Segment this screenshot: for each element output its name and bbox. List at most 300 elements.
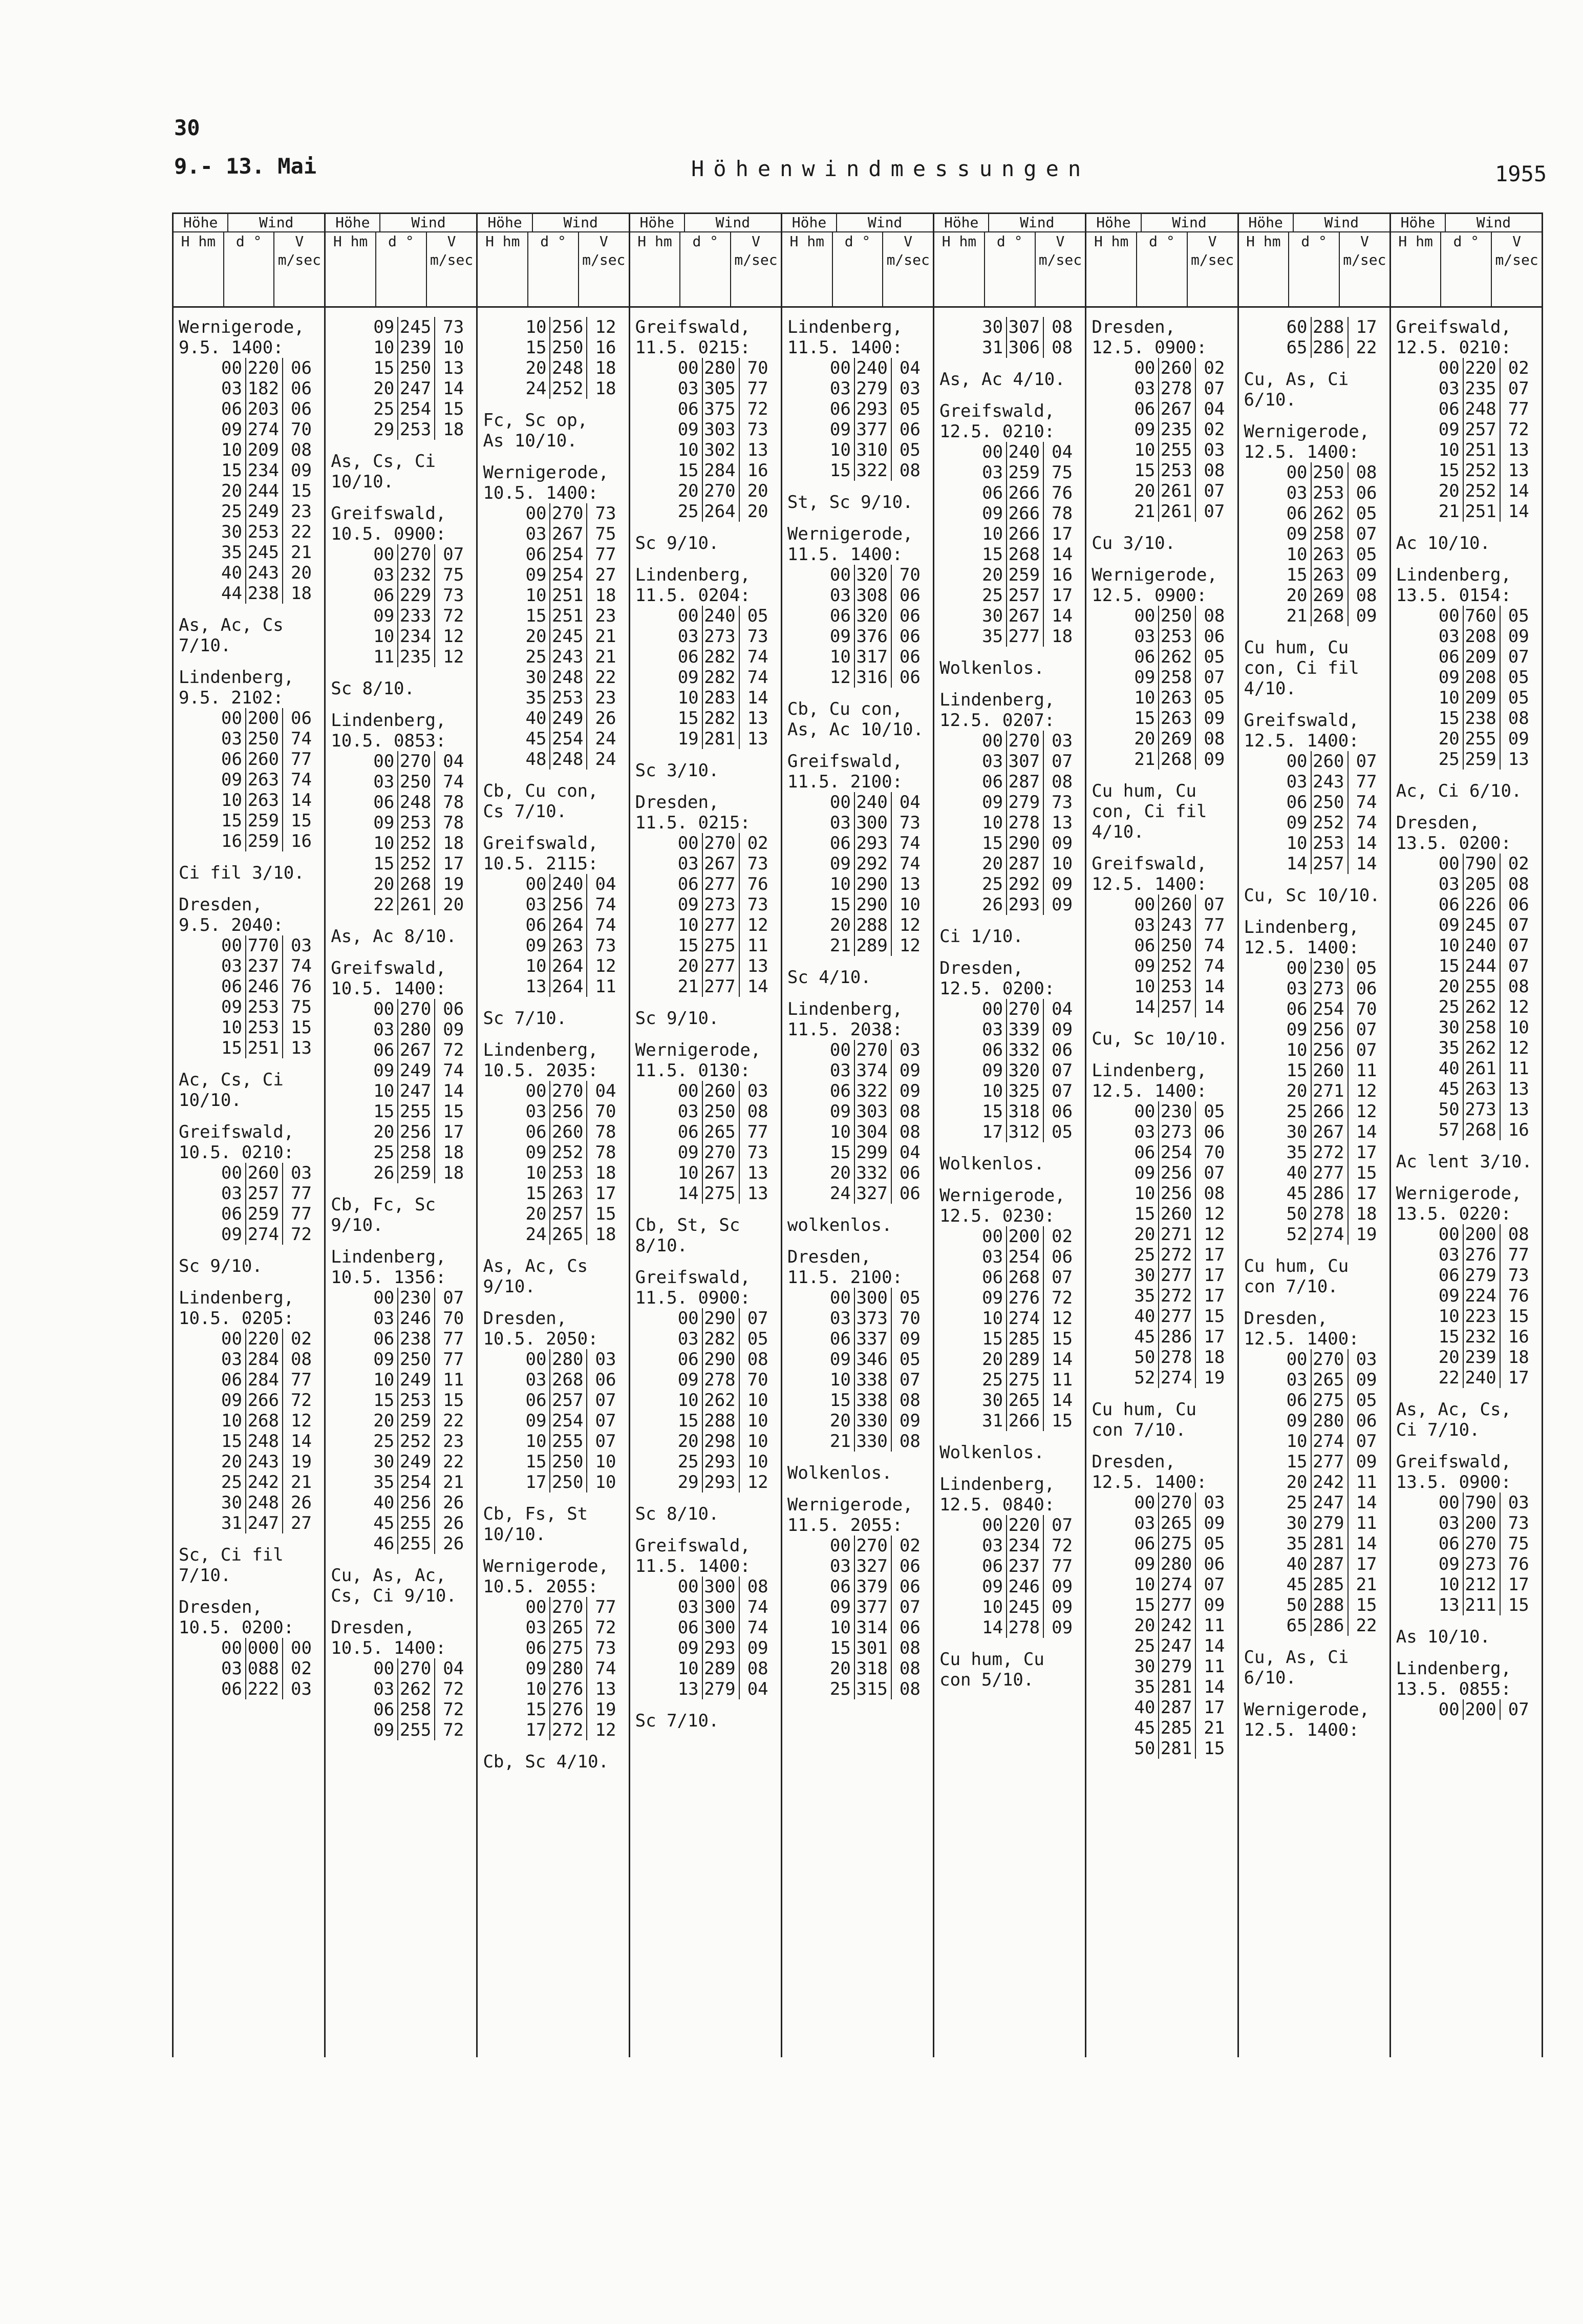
speed-cell: 08 xyxy=(1508,874,1529,894)
station-block xyxy=(483,1504,623,1545)
direction-cell: 261 xyxy=(1159,481,1196,501)
direction-cell: 263 xyxy=(1464,1079,1501,1099)
station-block xyxy=(331,1565,471,1606)
speed-cell: 72 xyxy=(443,1699,464,1720)
direction-cell: 280 xyxy=(550,1658,587,1679)
table-row xyxy=(367,606,471,626)
speed-cell: 15 xyxy=(1356,1595,1377,1615)
table-row xyxy=(1432,749,1536,770)
column-header xyxy=(326,214,476,308)
speed-cell: 73 xyxy=(595,935,616,956)
height-cell: 06 xyxy=(1127,1142,1159,1163)
direction-cell: 253 xyxy=(1312,483,1349,503)
direction-cell: 256 xyxy=(550,1101,587,1122)
speed-cell: 02 xyxy=(291,1658,312,1679)
speed-cell: 07 xyxy=(1204,501,1225,522)
table-row xyxy=(519,1658,623,1679)
table-row xyxy=(671,1390,776,1411)
table-row xyxy=(1280,1554,1384,1574)
height-cell: 26 xyxy=(975,894,1007,915)
speed-cell: 13 xyxy=(1508,460,1529,481)
table-row xyxy=(1127,1224,1232,1245)
direction-cell: 257 xyxy=(1312,854,1349,874)
height-cell: 03 xyxy=(367,772,398,792)
speed-cell: 75 xyxy=(443,565,464,585)
table-row xyxy=(671,1638,776,1658)
height-cell: 06 xyxy=(671,1122,703,1142)
table-row xyxy=(1127,1286,1232,1306)
speed-cell: 03 xyxy=(291,935,312,956)
speed-cell: 73 xyxy=(1508,1265,1529,1286)
direction-cell: 255 xyxy=(398,1720,435,1740)
speed-cell: 05 xyxy=(1356,544,1377,565)
station-block xyxy=(1244,1647,1384,1688)
direction-cell: 307 xyxy=(1007,751,1044,772)
speed-cell: 11 xyxy=(1052,1370,1073,1390)
height-cell: 15 xyxy=(367,1101,398,1122)
direction-cell: 277 xyxy=(703,976,740,997)
height-cell: 09 xyxy=(215,1390,246,1411)
speed-cell: 06 xyxy=(291,708,312,729)
direction-cell: 273 xyxy=(703,626,740,647)
table-row xyxy=(1280,958,1384,978)
table-row xyxy=(1127,606,1232,626)
height-cell: 09 xyxy=(367,813,398,833)
column-body xyxy=(1086,308,1237,1779)
height-cell: 10 xyxy=(1127,688,1159,708)
direction-cell: 266 xyxy=(1007,483,1044,503)
direction-cell: 280 xyxy=(1159,1554,1196,1574)
speed-cell: 20 xyxy=(291,563,312,583)
speed-cell: 09 xyxy=(1508,626,1529,647)
table-row xyxy=(1280,1142,1384,1163)
table-row xyxy=(823,833,928,854)
station-block xyxy=(635,1711,776,1731)
table-row xyxy=(823,1679,928,1699)
direction-cell: 332 xyxy=(1007,1040,1044,1060)
speed-cell: 18 xyxy=(291,583,312,604)
direction-cell: 257 xyxy=(550,1204,587,1224)
table-row xyxy=(671,874,776,894)
table-row xyxy=(367,1349,471,1370)
direction-cell: 308 xyxy=(855,585,892,606)
direction-cell: 249 xyxy=(246,501,283,522)
speed-cell: 17 xyxy=(443,1122,464,1142)
direction-cell: 211 xyxy=(1464,1595,1501,1615)
table-row xyxy=(1280,565,1384,585)
direction-cell: 226 xyxy=(1464,894,1501,915)
direction-cell: 262 xyxy=(398,1679,435,1699)
height-cell: 20 xyxy=(215,1452,246,1472)
speed-cell: 17 xyxy=(1356,1183,1377,1204)
table-row xyxy=(975,1370,1080,1390)
height-cell: 03 xyxy=(823,1060,855,1081)
speed-cell: 74 xyxy=(291,770,312,790)
station-label: Dresden, 11.5. 2100: xyxy=(787,1247,903,1288)
direction-cell: 285 xyxy=(1007,1329,1044,1349)
speed-cell: 13 xyxy=(443,358,464,378)
height-cell: 03 xyxy=(823,1308,855,1329)
height-cell: 35 xyxy=(975,626,1007,647)
table-row xyxy=(367,1699,471,1720)
height-cell: 25 xyxy=(671,1452,703,1472)
direction-cell: 286 xyxy=(1159,1327,1196,1347)
table-row xyxy=(1432,1099,1536,1120)
height-cell: 03 xyxy=(823,585,855,606)
header-h: H hm xyxy=(326,232,376,306)
table-column xyxy=(933,214,1085,2057)
speed-cell: 14 xyxy=(747,976,768,997)
speed-cell: 12 xyxy=(595,1720,616,1740)
speed-cell: 72 xyxy=(595,1617,616,1638)
height-cell: 03 xyxy=(215,956,246,976)
speed-cell: 78 xyxy=(443,813,464,833)
direction-cell: 251 xyxy=(550,585,587,606)
height-cell: 00 xyxy=(671,606,703,626)
height-cell: 06 xyxy=(1127,1533,1159,1554)
station-block xyxy=(787,1463,928,1483)
speed-cell: 73 xyxy=(443,585,464,606)
direction-cell: 268 xyxy=(1312,606,1349,626)
table-row xyxy=(1432,1265,1536,1286)
direction-cell: 240 xyxy=(703,606,740,626)
direction-cell: 790 xyxy=(1464,854,1501,874)
height-cell: 15 xyxy=(367,1390,398,1411)
station-label: As, Ac, Cs 7/10. xyxy=(179,615,284,656)
station-label: Greifswald, 10.5. 0210: xyxy=(179,1122,294,1163)
height-cell: 09 xyxy=(671,894,703,915)
speed-cell: 77 xyxy=(291,1204,312,1224)
speed-cell: 16 xyxy=(747,460,768,481)
height-cell: 10 xyxy=(671,1390,703,1411)
speed-cell: 26 xyxy=(443,1493,464,1513)
speed-cell: 09 xyxy=(899,1329,921,1349)
table-row xyxy=(1127,1718,1232,1738)
direction-cell: 279 xyxy=(1312,1513,1349,1533)
speed-cell: 09 xyxy=(443,1019,464,1040)
station-label: Sc 9/10. xyxy=(179,1256,263,1276)
height-cell: 21 xyxy=(1127,501,1159,522)
speed-cell: 74 xyxy=(899,854,921,874)
table-row xyxy=(519,935,623,956)
direction-cell: 327 xyxy=(855,1556,892,1576)
station-label: Cu, As, Ci 6/10. xyxy=(1244,1647,1349,1688)
direction-cell: 277 xyxy=(1312,1452,1349,1472)
table-row xyxy=(215,1390,319,1411)
table-row xyxy=(215,1452,319,1472)
direction-cell: 281 xyxy=(1159,1738,1196,1759)
speed-cell: 07 xyxy=(1204,481,1225,501)
speed-cell: 24 xyxy=(595,729,616,749)
station-label: As, Ac 8/10. xyxy=(331,926,457,947)
height-cell: 40 xyxy=(1432,1058,1464,1079)
height-cell: 06 xyxy=(367,585,398,606)
speed-cell: 14 xyxy=(1204,997,1225,1017)
height-cell: 06 xyxy=(975,483,1007,503)
speed-cell: 74 xyxy=(1204,935,1225,956)
direction-cell: 262 xyxy=(1464,1038,1501,1058)
direction-cell: 280 xyxy=(550,1349,587,1370)
table-row xyxy=(1432,1574,1536,1595)
direction-cell: 377 xyxy=(855,419,892,440)
direction-cell: 259 xyxy=(246,811,283,831)
header-d: d ° xyxy=(985,232,1036,306)
direction-cell: 276 xyxy=(550,1699,587,1720)
height-cell: 00 xyxy=(1127,1493,1159,1513)
direction-cell: 289 xyxy=(855,935,892,956)
speed-cell: 06 xyxy=(1052,1040,1073,1060)
height-cell: 00 xyxy=(519,1597,550,1617)
direction-cell: 182 xyxy=(246,378,283,399)
height-cell: 06 xyxy=(215,976,246,997)
direction-cell: 251 xyxy=(1464,501,1501,522)
speed-cell: 05 xyxy=(899,1288,921,1308)
height-cell: 00 xyxy=(671,1308,703,1329)
speed-cell: 18 xyxy=(443,1163,464,1183)
direction-cell: 274 xyxy=(246,419,283,440)
table-row xyxy=(215,419,319,440)
speed-cell: 02 xyxy=(1508,854,1529,874)
direction-cell: 234 xyxy=(1007,1536,1044,1556)
height-cell: 35 xyxy=(1127,1286,1159,1306)
speed-cell: 13 xyxy=(1508,1099,1529,1120)
height-cell: 10 xyxy=(1127,1183,1159,1204)
height-cell: 06 xyxy=(823,606,855,626)
height-cell: 15 xyxy=(1432,708,1464,729)
table-row xyxy=(1432,1533,1536,1554)
direction-cell: 254 xyxy=(1007,1247,1044,1267)
table-row xyxy=(823,460,928,481)
direction-cell: 270 xyxy=(1159,1493,1196,1513)
height-cell: 20 xyxy=(519,626,550,647)
station-label: Wernigerode, 12.5. 0900: xyxy=(1092,565,1217,606)
station-label: Wolkenlos. xyxy=(939,658,1044,678)
table-row xyxy=(671,626,776,647)
direction-cell: 305 xyxy=(703,378,740,399)
speed-cell: 10 xyxy=(1508,1017,1529,1038)
direction-cell: 245 xyxy=(1007,1597,1044,1617)
height-cell: 06 xyxy=(823,399,855,419)
speed-cell: 17 xyxy=(1508,1368,1529,1388)
height-cell: 50 xyxy=(1127,1347,1159,1368)
height-cell: 03 xyxy=(1127,378,1159,399)
speed-cell: 14 xyxy=(1204,1636,1225,1656)
table-column xyxy=(1085,214,1237,2057)
speed-cell: 07 xyxy=(1052,1081,1073,1101)
table-row xyxy=(671,460,776,481)
table-row xyxy=(1432,935,1536,956)
direction-cell: 234 xyxy=(398,626,435,647)
direction-cell: 239 xyxy=(398,337,435,358)
table-row xyxy=(215,501,319,522)
direction-cell: 281 xyxy=(703,729,740,749)
height-cell: 06 xyxy=(215,1679,246,1699)
table-row xyxy=(519,647,623,667)
station-block xyxy=(1244,1699,1384,1740)
table-row xyxy=(519,976,623,997)
speed-cell: 22 xyxy=(595,667,616,688)
table-row xyxy=(1280,813,1384,833)
station-block xyxy=(787,999,928,1204)
direction-cell: 760 xyxy=(1464,606,1501,626)
speed-cell: 07 xyxy=(1204,894,1225,915)
table-row xyxy=(975,483,1080,503)
table-row xyxy=(215,563,319,583)
direction-cell: 304 xyxy=(855,1122,892,1142)
table-row xyxy=(1127,1513,1232,1533)
direction-cell: 287 xyxy=(1007,772,1044,792)
speed-cell: 15 xyxy=(1508,1306,1529,1327)
height-cell: 30 xyxy=(1280,1122,1312,1142)
height-cell: 20 xyxy=(823,1658,855,1679)
table-row xyxy=(671,647,776,667)
height-cell: 03 xyxy=(519,524,550,544)
direction-cell: 220 xyxy=(1007,1515,1044,1536)
height-cell: 03 xyxy=(1432,626,1464,647)
station-label: Cu 3/10. xyxy=(1092,533,1176,553)
speed-cell: 13 xyxy=(747,440,768,460)
table-row xyxy=(519,358,623,378)
table-row xyxy=(823,1122,928,1142)
table-row xyxy=(823,1431,928,1452)
table-row xyxy=(215,1349,319,1370)
direction-cell: 243 xyxy=(246,1452,283,1472)
height-cell: 20 xyxy=(671,1431,703,1452)
speed-cell: 04 xyxy=(899,1142,921,1163)
height-cell: 00 xyxy=(1280,958,1312,978)
height-cell: 06 xyxy=(215,1204,246,1224)
header-hoehe: Höhe xyxy=(478,214,532,231)
direction-cell: 269 xyxy=(1312,585,1349,606)
speed-cell: 18 xyxy=(1052,626,1073,647)
station-label: Wernigerode, 9.5. 1400: xyxy=(179,317,305,358)
direction-cell: 250 xyxy=(550,337,587,358)
speed-cell: 23 xyxy=(291,501,312,522)
speed-cell: 07 xyxy=(1356,524,1377,544)
direction-cell: 243 xyxy=(1159,915,1196,935)
speed-cell: 06 xyxy=(899,1617,921,1638)
height-cell: 20 xyxy=(975,1349,1007,1370)
table-row xyxy=(519,1699,623,1720)
height-cell: 09 xyxy=(1432,419,1464,440)
direction-cell: 267 xyxy=(703,1163,740,1183)
table-row xyxy=(519,626,623,647)
direction-cell: 330 xyxy=(855,1431,892,1452)
direction-cell: 261 xyxy=(398,894,435,915)
speed-cell: 09 xyxy=(1204,708,1225,729)
table-row xyxy=(367,1329,471,1349)
height-cell: 25 xyxy=(975,585,1007,606)
speed-cell: 72 xyxy=(443,1040,464,1060)
station-block xyxy=(635,565,776,749)
height-cell: 15 xyxy=(519,1699,550,1720)
height-cell: 50 xyxy=(1280,1204,1312,1224)
header-wind: Wind xyxy=(563,214,598,231)
station-label: Dresden, 10.5. 0200: xyxy=(179,1597,294,1638)
height-cell: 20 xyxy=(367,1411,398,1431)
height-cell: 09 xyxy=(823,419,855,440)
table-row xyxy=(367,894,471,915)
speed-cell: 74 xyxy=(747,647,768,667)
height-cell: 03 xyxy=(1127,1122,1159,1142)
speed-cell: 03 xyxy=(595,1349,616,1370)
station-block xyxy=(939,1474,1080,1638)
station-block xyxy=(635,792,776,997)
direction-cell: 246 xyxy=(1007,1576,1044,1597)
height-cell: 06 xyxy=(1127,399,1159,419)
station-block xyxy=(331,678,471,699)
direction-cell: 208 xyxy=(1464,626,1501,647)
table-row xyxy=(1432,358,1536,378)
table-row xyxy=(215,729,319,749)
speed-cell: 06 xyxy=(899,667,921,688)
speed-cell: 04 xyxy=(595,874,616,894)
height-cell: 06 xyxy=(367,792,398,813)
speed-cell: 78 xyxy=(595,1122,616,1142)
height-cell: 15 xyxy=(215,1431,246,1452)
table-row xyxy=(519,585,623,606)
table-row xyxy=(671,1163,776,1183)
table-row xyxy=(215,708,319,729)
table-row xyxy=(1432,1079,1536,1099)
table-row xyxy=(823,667,928,688)
speed-cell: 14 xyxy=(1356,1533,1377,1554)
height-cell: 25 xyxy=(1127,1245,1159,1265)
height-cell: 00 xyxy=(823,1288,855,1308)
table-column xyxy=(324,214,476,2057)
direction-cell: 265 xyxy=(550,1224,587,1245)
direction-cell: 209 xyxy=(1464,647,1501,667)
direction-cell: 271 xyxy=(1312,1081,1349,1101)
station-block xyxy=(483,781,623,822)
station-label: Wolkenlos. xyxy=(939,1442,1044,1463)
table-row xyxy=(367,626,471,647)
speed-cell: 06 xyxy=(443,999,464,1019)
station-label: Sc 4/10. xyxy=(787,967,871,988)
height-cell: 20 xyxy=(1127,481,1159,501)
speed-cell: 09 xyxy=(747,1638,768,1658)
speed-cell: 07 xyxy=(1356,751,1377,772)
table-row xyxy=(975,606,1080,626)
direction-cell: 285 xyxy=(1312,1574,1349,1595)
speed-cell: 10 xyxy=(595,1452,616,1472)
height-cell: 10 xyxy=(975,524,1007,544)
direction-cell: 263 xyxy=(1159,708,1196,729)
height-cell: 06 xyxy=(975,772,1007,792)
station-label: Sc 3/10. xyxy=(635,760,719,781)
direction-cell: 252 xyxy=(1464,481,1501,501)
station-block xyxy=(1092,565,1232,770)
header-wind: Wind xyxy=(259,214,294,231)
table-row xyxy=(367,419,471,440)
height-cell: 40 xyxy=(1280,1554,1312,1574)
direction-cell: 249 xyxy=(398,1060,435,1081)
height-cell: 03 xyxy=(671,1329,703,1349)
direction-cell: 260 xyxy=(246,749,283,770)
height-cell: 15 xyxy=(1127,708,1159,729)
speed-cell: 74 xyxy=(595,1658,616,1679)
speed-cell: 11 xyxy=(595,976,616,997)
direction-cell: 203 xyxy=(246,399,283,419)
direction-cell: 289 xyxy=(1007,1349,1044,1370)
height-cell: 14 xyxy=(975,1617,1007,1638)
speed-cell: 12 xyxy=(1204,1224,1225,1245)
height-cell: 20 xyxy=(1280,1472,1312,1493)
table-row xyxy=(823,1658,928,1679)
height-cell: 21 xyxy=(1432,501,1464,522)
height-cell: 13 xyxy=(1432,1595,1464,1615)
direction-cell: 310 xyxy=(855,440,892,460)
